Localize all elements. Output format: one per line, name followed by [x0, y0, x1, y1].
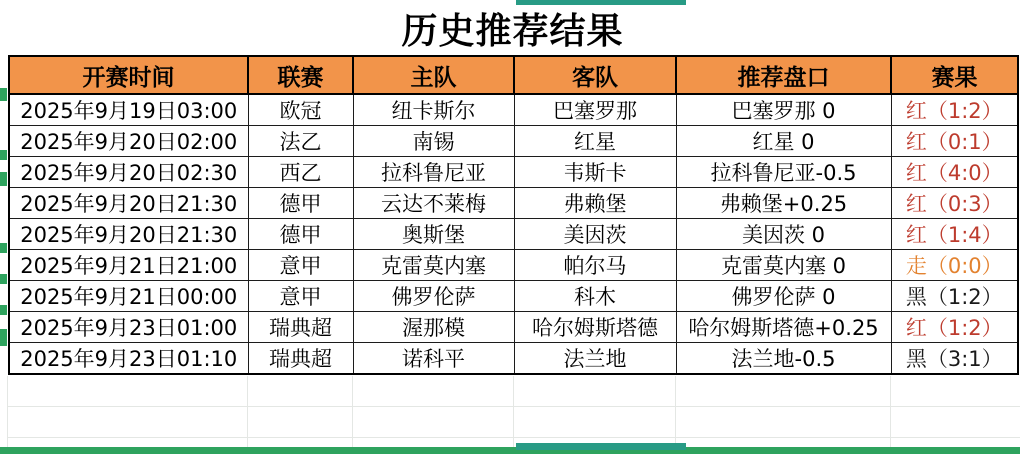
cell-result[interactable]: 红（1:2） — [891, 94, 1018, 126]
cell-start-time[interactable]: 2025年9月20日02:30 — [9, 157, 248, 188]
scroll-handle-bottom[interactable] — [516, 443, 686, 450]
cell-away-team[interactable]: 帕尔马 — [514, 250, 676, 281]
table-row — [9, 94, 1018, 126]
results-table-body — [9, 94, 1018, 374]
cell-start-time[interactable]: 2025年9月20日02:00 — [9, 126, 248, 157]
col-header-league[interactable]: 联赛 — [248, 56, 353, 94]
table-row — [9, 157, 1018, 188]
table-row — [9, 250, 1018, 281]
cell-home-team[interactable]: 渥那模 — [353, 312, 514, 343]
cell-handicap[interactable]: 拉科鲁尼亚-0.5 — [676, 157, 891, 188]
cell-league[interactable]: 法乙 — [248, 126, 353, 157]
green-cell-fragment — [0, 150, 7, 160]
col-header-result[interactable]: 赛果 — [891, 56, 1018, 94]
table-row — [9, 281, 1018, 312]
cell-away-team[interactable]: 法兰地 — [514, 343, 676, 375]
cell-handicap[interactable]: 哈尔姆斯塔德+0.25 — [676, 312, 891, 343]
cell-away-team[interactable]: 巴塞罗那 — [514, 94, 676, 126]
table-row — [9, 188, 1018, 219]
cell-handicap[interactable]: 巴塞罗那 0 — [676, 94, 891, 126]
cell-league[interactable]: 意甲 — [248, 281, 353, 312]
cell-league[interactable]: 德甲 — [248, 188, 353, 219]
cell-league[interactable]: 瑞典超 — [248, 343, 353, 375]
cell-start-time[interactable]: 2025年9月21日00:00 — [9, 281, 248, 312]
cell-result[interactable]: 红（1:2） — [891, 312, 1018, 343]
green-cell-fragment — [0, 172, 7, 186]
green-cell-fragment — [0, 274, 7, 284]
cell-league[interactable]: 德甲 — [248, 219, 353, 250]
results-table — [8, 55, 1019, 375]
cell-away-team[interactable]: 美因茨 — [514, 219, 676, 250]
page-title: 历史推荐结果 — [401, 11, 624, 52]
cell-home-team[interactable]: 克雷莫内塞 — [353, 250, 514, 281]
cell-home-team[interactable]: 诺科平 — [353, 343, 514, 375]
cell-league[interactable]: 瑞典超 — [248, 312, 353, 343]
cell-start-time[interactable]: 2025年9月20日21:30 — [9, 188, 248, 219]
cell-result[interactable]: 黑（3:1） — [891, 343, 1018, 375]
cell-home-team[interactable]: 拉科鲁尼亚 — [353, 157, 514, 188]
cell-handicap[interactable]: 佛罗伦萨 0 — [676, 281, 891, 312]
cell-league[interactable]: 意甲 — [248, 250, 353, 281]
green-cell-fragment — [0, 243, 7, 253]
cell-start-time[interactable]: 2025年9月19日03:00 — [9, 94, 248, 126]
table-row — [9, 343, 1018, 375]
col-header-home-team[interactable]: 主队 — [353, 56, 514, 94]
cell-handicap[interactable]: 红星 0 — [676, 126, 891, 157]
cell-start-time[interactable]: 2025年9月23日01:00 — [9, 312, 248, 343]
cell-home-team[interactable]: 南锡 — [353, 126, 514, 157]
table-row — [9, 219, 1018, 250]
cell-home-team[interactable]: 纽卡斯尔 — [353, 94, 514, 126]
cell-result[interactable]: 走（0:0） — [891, 250, 1018, 281]
cell-start-time[interactable]: 2025年9月23日01:10 — [9, 343, 248, 375]
cell-handicap[interactable]: 克雷莫内塞 0 — [676, 250, 891, 281]
table-row — [9, 312, 1018, 343]
cell-handicap[interactable]: 法兰地-0.5 — [676, 343, 891, 375]
cell-result[interactable]: 红（0:3） — [891, 188, 1018, 219]
header-row — [9, 56, 1018, 94]
cell-home-team[interactable]: 云达不莱梅 — [353, 188, 514, 219]
table-row — [9, 126, 1018, 157]
gridline — [8, 437, 1020, 438]
cell-away-team[interactable]: 科木 — [514, 281, 676, 312]
green-cell-fragment — [0, 88, 7, 101]
cell-away-team[interactable]: 红星 — [514, 126, 676, 157]
cell-start-time[interactable]: 2025年9月20日21:30 — [9, 219, 248, 250]
cell-start-time[interactable]: 2025年9月21日21:00 — [9, 250, 248, 281]
col-header-start-time[interactable]: 开赛时间 — [9, 56, 248, 94]
cell-league[interactable]: 西乙 — [248, 157, 353, 188]
cell-result[interactable]: 黑（1:2） — [891, 281, 1018, 312]
sheet-row-green — [0, 447, 1020, 454]
green-cell-fragment — [0, 305, 7, 315]
cell-away-team[interactable]: 弗赖堡 — [514, 188, 676, 219]
cell-away-team[interactable]: 韦斯卡 — [514, 157, 676, 188]
cell-away-team[interactable]: 哈尔姆斯塔德 — [514, 312, 676, 343]
green-cell-fragment — [0, 329, 7, 346]
cell-league[interactable]: 欧冠 — [248, 94, 353, 126]
cell-home-team[interactable]: 佛罗伦萨 — [353, 281, 514, 312]
cell-result[interactable]: 红（4:0） — [891, 157, 1018, 188]
col-header-handicap[interactable]: 推荐盘口 — [676, 56, 891, 94]
cell-result[interactable]: 红（1:4） — [891, 219, 1018, 250]
gridline — [8, 406, 1020, 407]
cell-result[interactable]: 红（0:1） — [891, 126, 1018, 157]
col-header-away-team[interactable]: 客队 — [514, 56, 676, 94]
cell-handicap[interactable]: 美因茨 0 — [676, 219, 891, 250]
cell-home-team[interactable]: 奥斯堡 — [353, 219, 514, 250]
cell-handicap[interactable]: 弗赖堡+0.25 — [676, 188, 891, 219]
